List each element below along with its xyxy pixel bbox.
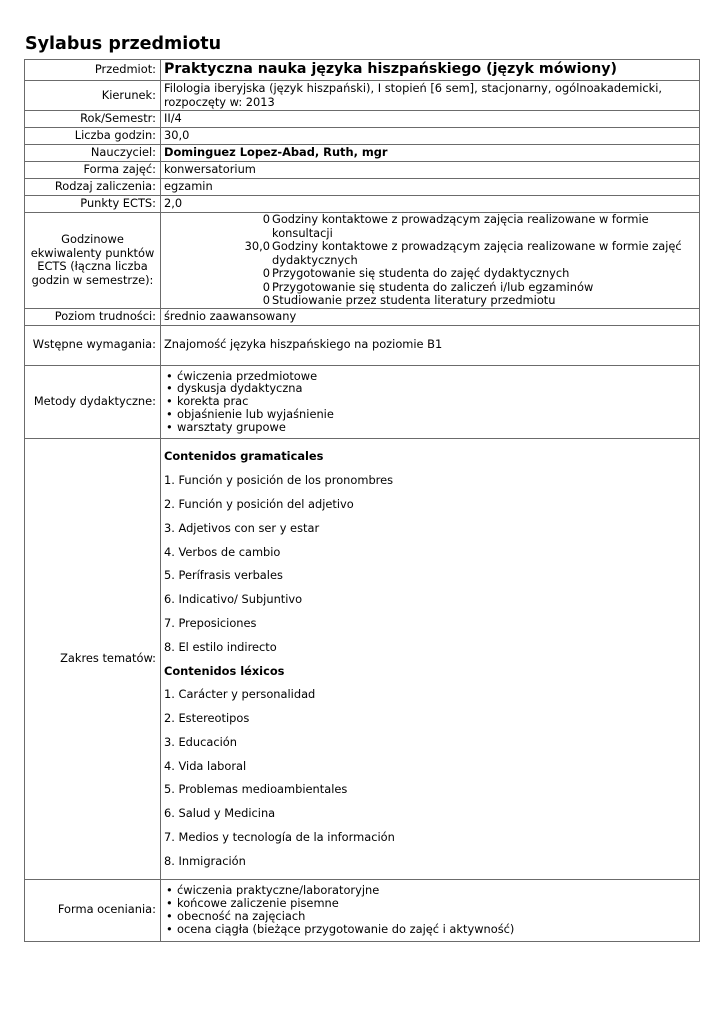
label-kierunek: Kierunek: [25, 81, 161, 111]
row-ects [25, 196, 700, 213]
row-rok [25, 111, 700, 128]
row-przedmiot [25, 60, 700, 81]
label-ekwiwalenty [25, 213, 161, 309]
ects-hours-list [161, 213, 700, 309]
hours-value: 0 [262, 266, 270, 280]
value-poziom: średnio zaawansowany [161, 308, 700, 325]
hours-description: Godziny kontaktowe z prowadzącym zajęcia realizowane w formie zajęć dydaktycznych [272, 239, 682, 267]
topics-heading-grammar: Contenidos gramaticales [164, 449, 324, 464]
value-kierunek-line2: rozpoczęty w: 2013 [164, 94, 275, 109]
list-item: 2. Estereotipos [164, 711, 250, 726]
list-item: 6. Salud y Medicina [164, 806, 276, 821]
label-ekwiwalenty-line3: ECTS (łączna liczba [37, 259, 148, 274]
value-kierunek [161, 81, 700, 111]
value-godziny: 30,0 [161, 128, 700, 145]
label-ekwiwalenty-line4: godzin w semestrze): [31, 272, 154, 287]
label-ekwiwalenty-line1: Godzinowe [61, 232, 124, 247]
list-item: • ocena ciągła (bieżące przygotowanie do zajęć i aktywność) [164, 923, 696, 936]
hours-value: 0 [262, 293, 270, 307]
list-item: • dyskusja dydaktyczna [164, 382, 696, 395]
hours-description: Godziny kontaktowe z prowadzącym zajęcia realizowane w formie konsultacji [272, 212, 649, 240]
row-zakres [25, 438, 700, 879]
label-rok: Rok/Semestr: [25, 111, 161, 128]
list-item: 8. Inmigración [164, 853, 246, 868]
list-item: • ćwiczenia praktyczne/laboratoryjne [164, 884, 696, 897]
list-item: 3. Educación [164, 734, 237, 749]
methods-list-cell [161, 365, 700, 438]
list-item: 1. Función y posición de los pronombres [164, 473, 394, 488]
hours-value: 30,0 [244, 239, 270, 253]
list-item: 8. El estilo indirecto [164, 639, 277, 654]
label-wymagania: Wstępne wymagania: [25, 325, 161, 365]
topics-heading-lexical: Contenidos léxicos [164, 663, 285, 678]
list-item: 1. Carácter y personalidad [164, 687, 316, 702]
subject-name: Praktyczna nauka języka hiszpańskiego (język mówiony) [161, 60, 700, 81]
label-forma: Forma zajęć: [25, 162, 161, 179]
row-ekwiwalenty [25, 213, 700, 309]
hours-value: 0 [262, 279, 270, 294]
hours-description: Przygotowanie się studenta do zaliczeń i/lub egzaminów [272, 279, 594, 294]
label-ekwiwalenty-line2: ekwiwalenty punktów [30, 245, 155, 260]
label-godziny: Liczba godzin: [25, 128, 161, 145]
row-ocenianie [25, 879, 700, 941]
ects-hours-grid [164, 213, 696, 308]
list-item: 4. Vida laboral [164, 758, 247, 773]
row-poziom [25, 308, 700, 325]
label-ects: Punkty ECTS: [25, 196, 161, 213]
list-item: • końcowe zaliczenie pisemne [164, 897, 696, 910]
label-przedmiot: Przedmiot: [25, 60, 161, 81]
value-wymagania: Znajomość języka hiszpańskiego na poziomie B1 [161, 325, 700, 365]
hours-description: Przygotowanie się studenta do zajęć dydaktycznych [272, 266, 570, 280]
list-item: • obecność na zajęciach [164, 910, 696, 923]
value-ects: 2,0 [161, 196, 700, 213]
list-item: 7. Medios y tecnología de la información [164, 830, 395, 845]
grading-list [164, 884, 696, 935]
row-metody [25, 365, 700, 438]
syllabus-table [24, 59, 700, 942]
label-zakres: Zakres tematów: [25, 438, 161, 879]
row-kierunek [25, 81, 700, 111]
list-item: • ćwiczenia przedmiotowe [164, 370, 696, 383]
methods-list [164, 370, 696, 434]
label-poziom: Poziom trudności: [25, 308, 161, 325]
hours-value: 0 [262, 212, 270, 226]
hours-description: Studiowanie przez studenta literatury przedmiotu [272, 293, 556, 307]
list-item: 6. Indicativo/ Subjuntivo [164, 592, 303, 607]
list-item: 2. Función y posición del adjetivo [164, 496, 354, 511]
row-zaliczenie [25, 179, 700, 196]
label-zaliczenie: Rodzaj zaliczenia: [25, 179, 161, 196]
row-godziny [25, 128, 700, 145]
list-item: 4. Verbos de cambio [164, 544, 281, 559]
value-rok: II/4 [161, 111, 700, 128]
list-item: 5. Perífrasis verbales [164, 568, 283, 583]
label-metody: Metody dydaktyczne: [25, 365, 161, 438]
list-item: 5. Problemas medioambientales [164, 782, 348, 797]
label-ocenianie: Forma oceniania: [25, 879, 161, 941]
label-nauczyciel: Nauczyciel: [25, 145, 161, 162]
value-forma: konwersatorium [161, 162, 700, 179]
grading-list-cell [161, 879, 700, 941]
list-item: • warsztaty grupowe [164, 421, 696, 434]
row-nauczyciel [25, 145, 700, 162]
list-item: 3. Adjetivos con ser y estar [164, 520, 320, 535]
value-nauczyciel: Dominguez Lopez-Abad, Ruth, mgr [161, 145, 700, 162]
topics-cell [161, 438, 700, 879]
row-wymagania [25, 325, 700, 365]
value-zaliczenie: egzamin [161, 179, 700, 196]
list-item: • korekta prac [164, 395, 696, 408]
value-kierunek-line1: Filologia iberyjska (język hiszpański), I stopień [6 sem], stacjonarny, ogólnoakademicki, [164, 81, 663, 95]
list-item: 7. Preposiciones [164, 615, 257, 630]
page-title: Sylabus przedmiotu [25, 34, 222, 54]
list-item: • objaśnienie lub wyjaśnienie [164, 408, 696, 421]
row-forma [25, 162, 700, 179]
